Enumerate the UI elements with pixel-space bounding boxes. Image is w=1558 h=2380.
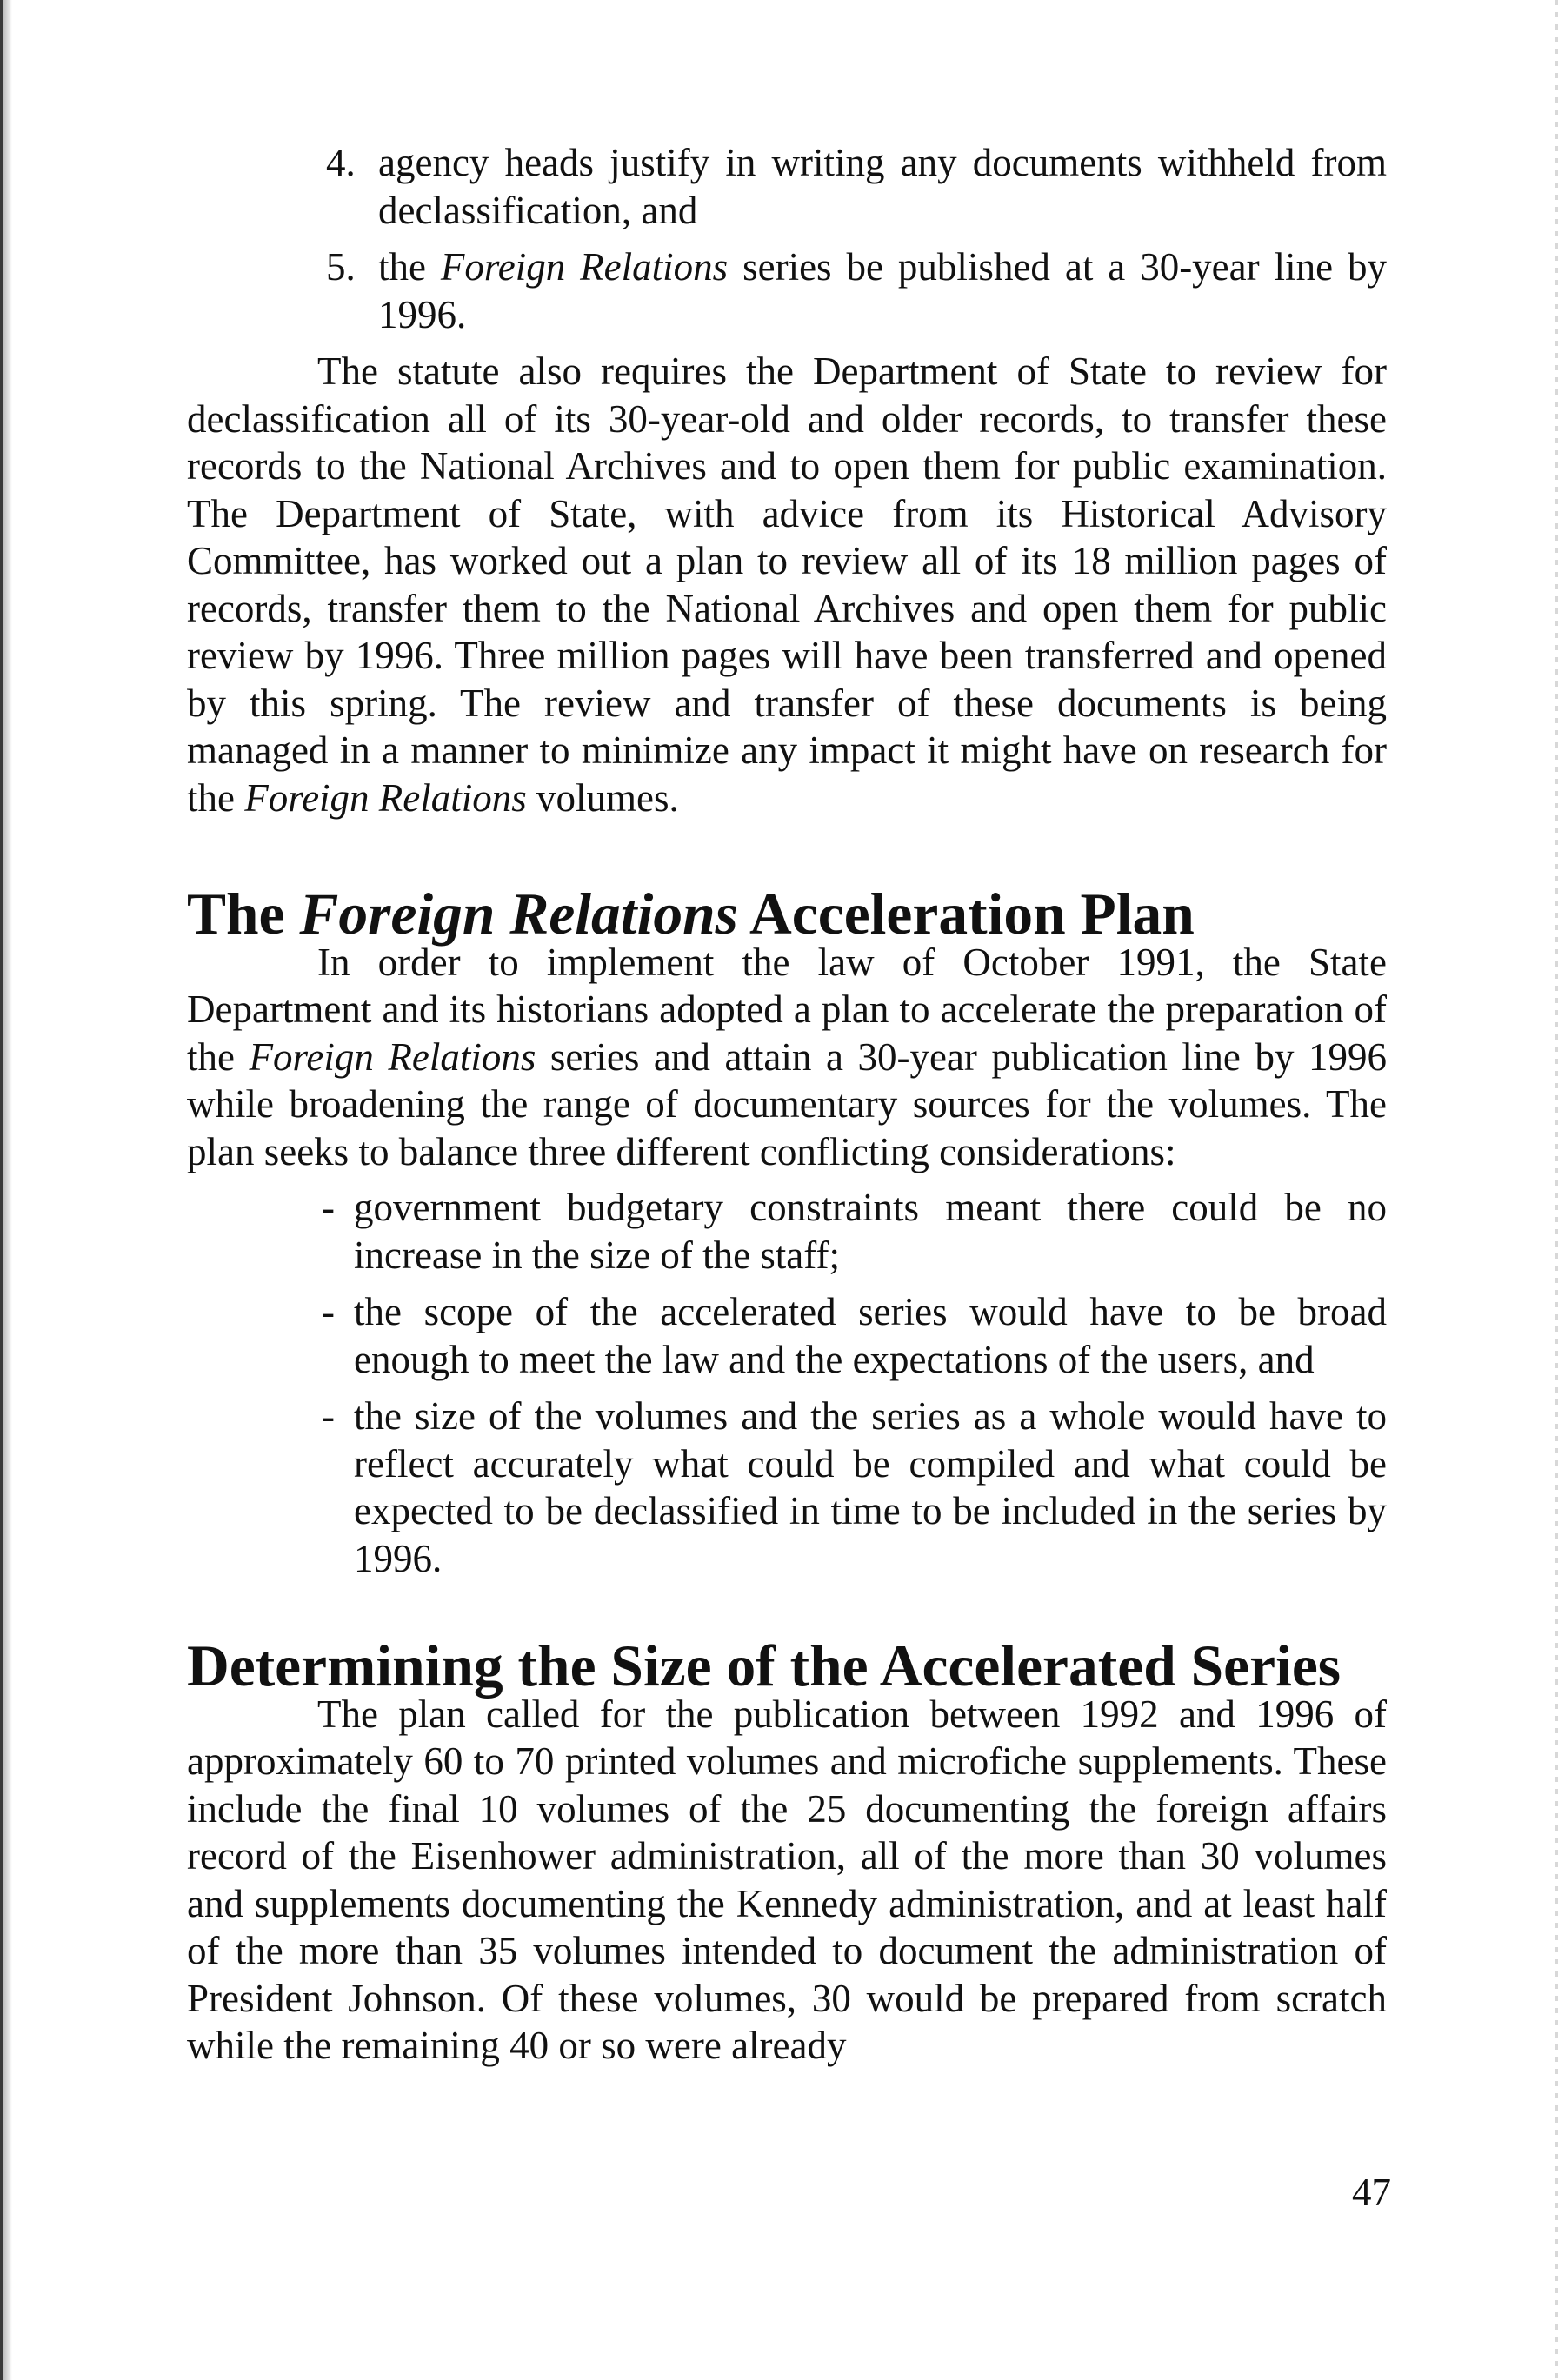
paragraph-text: In order to implement the law of October 1991, the State Department and its historians adopted a plan to accelerate the preparation of the (187, 940, 1387, 1079)
section-heading-size: Determining the Size of the Accelerated Series (187, 1633, 1342, 1699)
series-title-italic: Foreign Relations (249, 1034, 536, 1079)
list-item-text: the size of the volumes and the series as a whole would have to reflect accurately what could be compiled and what could be expected to be declassified in time to be included in the series by 1996. (354, 1394, 1387, 1580)
dash-list-item (187, 1288, 1387, 1383)
list-dash: - (322, 1394, 335, 1438)
dash-list-item (187, 1393, 1387, 1582)
page-content (187, 139, 1387, 2070)
paragraph-plan (187, 1691, 1387, 2070)
series-title-italic: Foreign Relations (440, 245, 729, 289)
paragraph-statute (187, 348, 1387, 821)
list-item-text: the scope of the accelerated series would have to be broad enough to meet the law and the expectations of the users, and (354, 1290, 1387, 1381)
paragraph-text: The statute also requires the Department of State to review for declassification all of its 30-year-old and older records, to transfer these records to the National Archives and to open them for public examination. The Department of State, with advice from its Historical Advisory Committee, has worked out a plan to review all of its 18 million pages of records, transfer them to the National Archives and open them for public review by 1996. Three million pages will have been transferred and opened by this spring. The review and transfer of these documents is being managed in a manner to minimize any impact it might have on research for the (187, 349, 1387, 820)
paragraph-implement (187, 939, 1387, 1176)
paragraph-text-b: series and attain a 30-year publication line by 1996 while broadening the range of documentary sources for the volumes. The plan seeks to balance three different conflicting considerations: (187, 1034, 1387, 1173)
binding-shadow (3, 0, 12, 2380)
list-item-text-post: series be published at a 30-year line by 1996. (378, 245, 1387, 336)
list-number: 5. (326, 245, 356, 289)
numbered-list-item (187, 139, 1387, 234)
paragraph-text-end: volumes. (526, 775, 679, 820)
heading-post: Acceleration Plan (737, 881, 1195, 947)
section-heading-acceleration-plan (187, 881, 1387, 947)
heading-pre: The (187, 881, 300, 947)
series-title-italic: Foreign Relations (244, 775, 527, 820)
list-number: 4. (326, 141, 356, 184)
list-dash: - (322, 1290, 335, 1333)
list-item-text: agency heads justify in writing any documents withheld from declassification, and (378, 141, 1387, 232)
numbered-list-item (187, 243, 1387, 338)
page-number: 47 (1352, 2171, 1391, 2214)
heading-italic: Foreign Relations (299, 881, 738, 947)
paragraph-text: The plan called for the publication between 1992 and 1996 of approximately 60 to 70 printed volumes and microfiche supplements. These include the final 10 volumes of the 25 documenting the foreign affairs record of the Eisenhower administration, all of the more than 30 volumes and supplements documenting the Kennedy administration, and at least half of the more than 35 volumes intended to document the administration of President Johnson. Of these volumes, 30 would be prepared from scratch while the remaining 40 or so were already (187, 1692, 1387, 2067)
list-dash: - (322, 1186, 335, 1229)
dash-list-item (187, 1184, 1387, 1279)
list-item-text-pre: the (378, 245, 441, 289)
list-item-text: government budgetary constraints meant there could be no increase in the size of the staff; (354, 1186, 1387, 1277)
